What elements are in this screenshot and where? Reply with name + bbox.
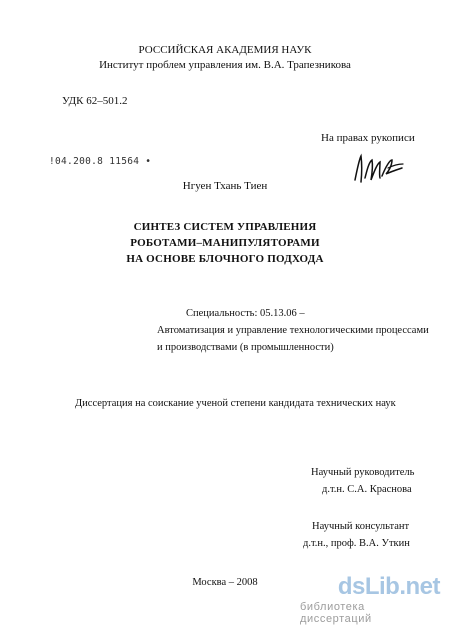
- manuscript-rights: На правах рукописи: [321, 132, 415, 144]
- title-line-1: СИНТЕЗ СИСТЕМ УПРАВЛЕНИЯ: [133, 221, 317, 233]
- specialty-code: Специальность: 05.13.06 –: [186, 308, 305, 319]
- specialty-line-3: и производствами (в промышленности): [157, 342, 334, 353]
- dslib-watermark: [300, 573, 446, 625]
- consultant-label: Научный консультант: [312, 521, 410, 532]
- dslib-tagline: библиотека диссертаций: [300, 601, 372, 625]
- author-name: Нгуен Тхань Тиен: [182, 180, 268, 192]
- consultant-name: д.т.н., проф. В.А. Уткин: [303, 538, 410, 549]
- title-line-2: РОБОТАМИ–МАНИПУЛЯТОРАМИ: [130, 237, 320, 249]
- supervisor-name: д.т.н. С.А. Краснова: [322, 484, 412, 495]
- udc-code: УДК 62–501.2: [62, 95, 128, 107]
- academy-name: РОССИЙСКАЯ АКАДЕМИЯ НАУК: [138, 44, 312, 56]
- dissertation-statement: Диссертация на соискание ученой степени кандидата технических наук: [75, 398, 396, 409]
- institute-name: Институт проблем управления им. В.А. Трапезникова: [99, 59, 351, 71]
- supervisor-label: Научный руководитель: [311, 467, 415, 478]
- registration-stamp: !04.200.8 11564 •: [49, 156, 152, 167]
- place-and-year: Москва – 2008: [192, 577, 258, 588]
- specialty-line-2: Автоматизация и управление технологическими процессами: [157, 325, 429, 336]
- title-line-3: НА ОСНОВЕ БЛОЧНОГО ПОДХОДА: [126, 253, 324, 265]
- dslib-logo: dsLib.net: [337, 573, 440, 600]
